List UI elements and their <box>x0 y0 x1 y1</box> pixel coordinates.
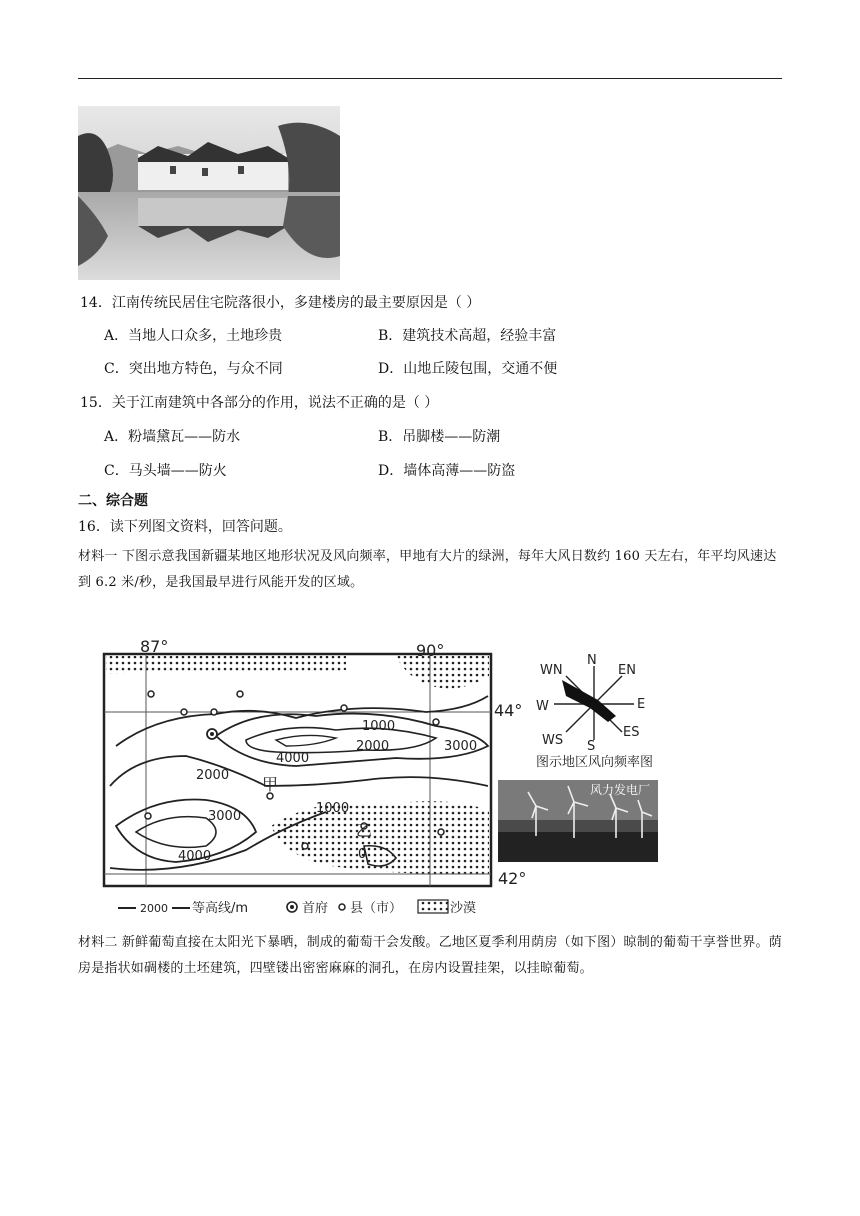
contour-label: 1000 <box>362 719 396 734</box>
q15-option-b[interactable]: B．吊脚楼——防潮 <box>378 429 501 445</box>
q14-option-d[interactable]: D．山地丘陵包围，交通不便 <box>378 361 558 377</box>
wind-farm-photo <box>498 780 658 862</box>
wind-dir-n: N <box>587 653 597 668</box>
q16-stem: 16．读下列图文资料，回答问题。 <box>78 519 292 535</box>
map-legend <box>118 900 476 916</box>
latitude-label: 44° <box>494 701 523 720</box>
longitude-label: 90° <box>416 641 445 660</box>
legend-contour-value: 2000 <box>140 902 168 915</box>
material-two: 材料二 新鲜葡萄直接在太阳光下暴晒，制成的葡萄干会发酸。乙地区夏季利用荫房（如下图）晾制的葡萄干享誉世界。荫房是指状如碉楼的土坯建筑，四壁镂出密密麻麻的洞孔，在房内设置挂架，以挂晾葡萄。 <box>78 935 782 976</box>
longitude-label: 87° <box>140 637 169 656</box>
wind-rose-caption: 图示地区风向频率图 <box>536 755 654 770</box>
contour-label: 4000 <box>276 751 310 766</box>
legend-county: 县（市） <box>350 901 403 916</box>
jiangnan-village-photo <box>78 106 340 280</box>
q14-option-b[interactable]: B．建筑技术高超，经验丰富 <box>378 328 557 344</box>
place-yi: 乙 <box>356 821 373 840</box>
q15-stem: 15．关于江南建筑中各部分的作用，说法不正确的是（ ） <box>80 395 439 411</box>
wind-dir-w: W <box>536 699 549 714</box>
contour-label: 1000 <box>316 801 350 816</box>
contour-label: 0 <box>358 847 367 862</box>
wind-dir-e: E <box>637 697 646 712</box>
wind-dir-es: ES <box>623 725 640 740</box>
material-one: 材料一 下图示意我国新疆某地区地形状况及风向频率，甲地有大片的绿洲，每年大风日数约 160 天左右，年平均风速达到 6.2 米/秒，是我国最早进行风能开发的区域。 <box>78 549 777 590</box>
q15-option-c[interactable]: C．马头墙——防火 <box>104 463 227 479</box>
latitude-label: 42° <box>498 869 527 888</box>
place-jia: 甲 <box>262 775 279 794</box>
xinjiang-terrain-map-figure <box>96 636 680 916</box>
wind-farm-caption: 风力发电厂 <box>590 783 651 797</box>
q15-option-a[interactable]: A．粉墙黛瓦——防水 <box>104 429 241 445</box>
header-rule <box>78 78 782 79</box>
wind-dir-wn: WN <box>540 663 563 678</box>
section-heading: 二、综合题 <box>78 493 148 509</box>
wind-dir-s: S <box>587 739 596 754</box>
contour-label: 4000 <box>178 849 212 864</box>
wind-dir-en: EN <box>618 663 636 678</box>
contour-label: 2000 <box>196 768 230 783</box>
terrain-map <box>104 637 526 888</box>
q15-option-d[interactable]: D．墙体高薄——防盗 <box>378 463 516 479</box>
wind-dir-ws: WS <box>542 733 564 748</box>
wind-rose <box>536 653 653 770</box>
contour-label: 2000 <box>356 739 390 754</box>
legend-contour-label: 等高线/m <box>192 901 249 916</box>
q14-option-a[interactable]: A．当地人口众多，土地珍贵 <box>104 328 283 344</box>
q14-option-c[interactable]: C．突出地方特色，与众不同 <box>104 361 283 377</box>
contour-label: 3000 <box>208 809 242 824</box>
contour-label: 3000 <box>444 739 478 754</box>
q14-stem: 14．江南传统民居住宅院落很小，多建楼房的最主要原因是（ ） <box>80 295 481 311</box>
legend-desert: 沙漠 <box>450 901 477 916</box>
legend-capital: 首府 <box>302 901 329 916</box>
